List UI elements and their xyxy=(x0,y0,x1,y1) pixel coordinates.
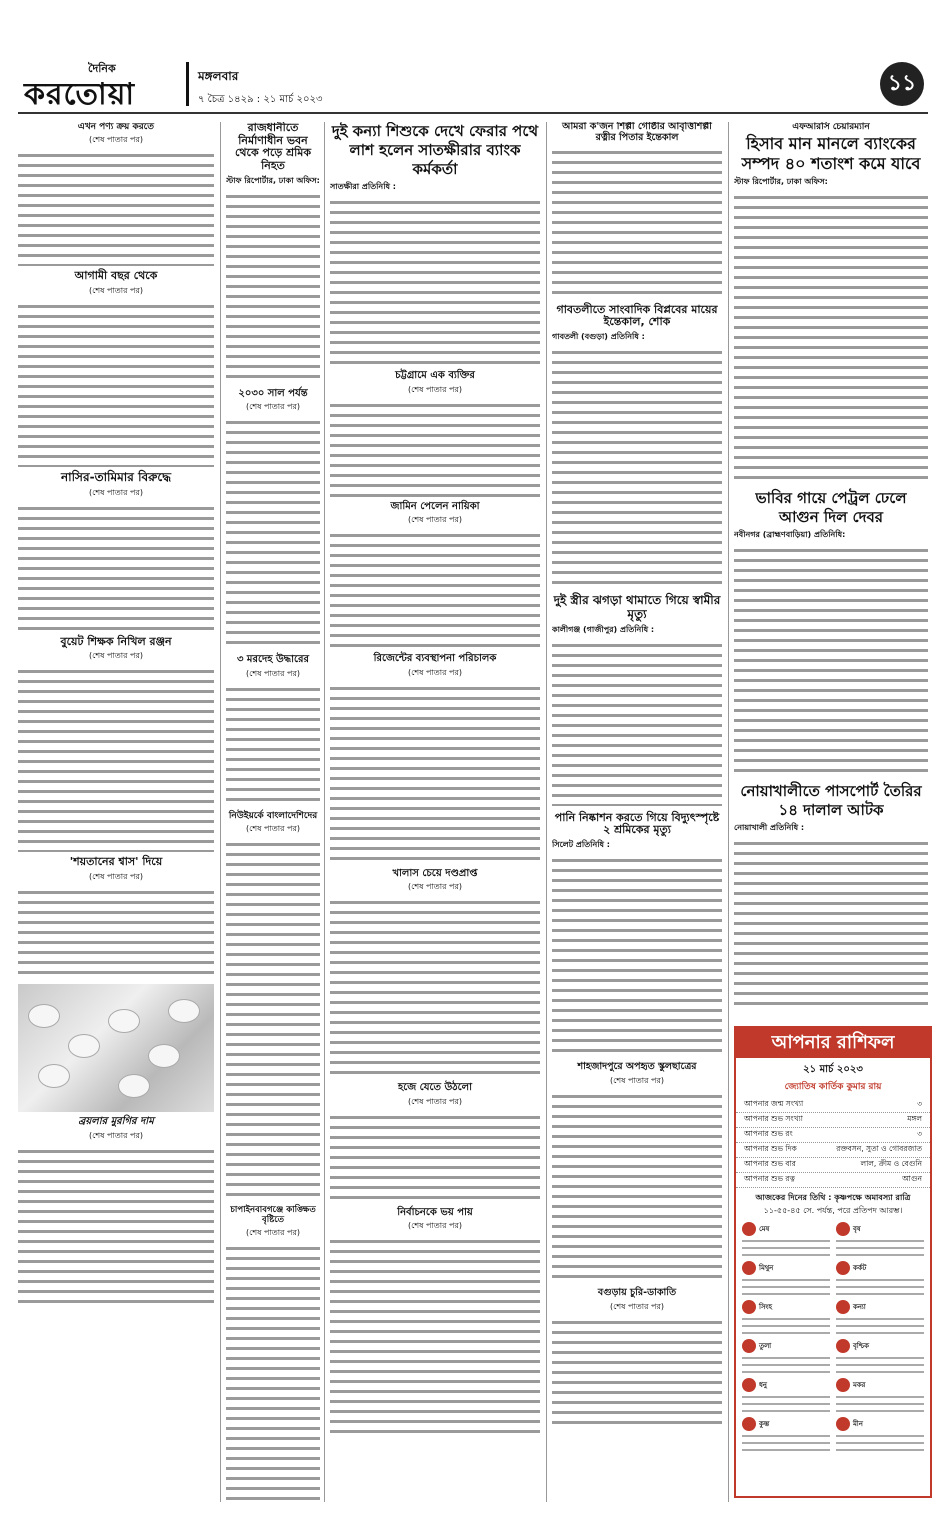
column-2 xyxy=(226,122,320,1502)
column-divider xyxy=(728,122,729,1502)
zodiac-sign xyxy=(742,1222,830,1258)
zodiac-sign xyxy=(836,1339,924,1375)
continued-label: (শেষ পাতার পর) xyxy=(609,1301,665,1311)
zodiac-sign xyxy=(836,1261,924,1297)
story-headline: ভাবির গায়ে পেট্রল ঢেলে আগুন দিল দেবর xyxy=(755,489,907,527)
tithi-line: আজকের দিনের তিথি : কৃষ্ণপক্ষে অমাবস্যা রাত্রি xyxy=(755,1193,911,1202)
horoscope-row xyxy=(736,1113,930,1128)
story-body xyxy=(226,192,320,382)
column-divider xyxy=(324,122,325,1502)
story-byline: সিলেট প্রতিনিধি : xyxy=(552,840,610,849)
tithi-time: ১১-৫৫-৪৫ সে. পর্যন্ত, পরে প্রতিপদ আরম্ভ। xyxy=(763,1206,903,1215)
story-body xyxy=(330,898,540,1078)
story-headline: জামিন পেলেন নায়িকা xyxy=(390,500,480,512)
row-label: আপনার শুভ দিক xyxy=(744,1144,797,1153)
lead-headline: দুই কন্যা শিশুকে দেখে ফেরার পথে লাশ হলেন সাতক্ষীরার ব্যাংক কর্মকর্তা xyxy=(331,122,539,178)
story-byline: নোয়াখালী প্রতিনিধি : xyxy=(734,823,805,833)
horoscope-row xyxy=(736,1098,930,1113)
story-body xyxy=(734,839,928,1009)
story-body xyxy=(226,840,320,1200)
horoscope-table xyxy=(736,1098,930,1188)
continued-label: (শেষ পাতার পর) xyxy=(245,1228,301,1238)
story-body xyxy=(330,1113,540,1203)
story-headline: রাজধানীতে নির্মাণাধীন ভবন থেকে পড়ে শ্রমিক নিহত xyxy=(234,122,312,172)
zodiac-name: মকর xyxy=(853,1381,866,1389)
zodiac-name: বৃষ xyxy=(853,1225,861,1233)
zodiac-name: কন্যা xyxy=(853,1303,866,1311)
story-body xyxy=(734,546,928,776)
zodiac-icon xyxy=(836,1378,850,1392)
issue-day: মঙ্গলবার xyxy=(198,69,239,83)
continued-label: (শেষ পাতার পর) xyxy=(245,823,301,833)
row-value: লাল, ক্রীম ও বেগুনি xyxy=(860,1159,922,1168)
continued-label: (শেষ পাতার পর) xyxy=(88,135,144,145)
horoscope-title: আপনার রাশিফল xyxy=(736,1028,930,1058)
zodiac-sign xyxy=(836,1417,924,1453)
chicken-farm-photo xyxy=(18,984,214,1112)
zodiac-icon xyxy=(836,1261,850,1275)
horoscope-box xyxy=(734,1026,932,1498)
story-headline: পানি নিষ্কাশন করতে গিয়ে বিদ্যুৎস্পৃষ্টে ২ শ্রমিকের মৃত্যু xyxy=(554,810,720,837)
brand-small: দৈনিক xyxy=(88,62,116,75)
story-headline: 'শয়তানের শ্বাস' দিয়ে xyxy=(69,855,163,869)
horoscope-row xyxy=(736,1173,930,1188)
row-value: ৩ xyxy=(917,1129,922,1138)
story-byline: স্টাফ রিপোর্টার, ঢাকা অফিস: xyxy=(226,175,320,185)
horoscope-row xyxy=(736,1128,930,1143)
story-headline: বুয়েট শিক্ষক নিখিল রঞ্জন xyxy=(60,634,172,648)
story-headline: দুই স্ত্রীর ঝগড়া থামাতে গিয়ে স্বামীর মৃত্যু xyxy=(553,593,721,621)
column-1 xyxy=(18,122,214,1502)
masthead xyxy=(18,62,928,110)
zodiac-sign xyxy=(742,1378,830,1414)
zodiac-icon xyxy=(742,1261,756,1275)
story-body xyxy=(18,151,214,266)
continued-label: (শেষ পাতার পর) xyxy=(88,487,144,497)
story-body xyxy=(552,856,722,1056)
story-body xyxy=(330,1237,540,1437)
zodiac-icon xyxy=(742,1300,756,1314)
story-body xyxy=(552,348,722,588)
zodiac-icon xyxy=(742,1339,756,1353)
column-3 xyxy=(330,122,540,1502)
continued-label: (শেষ পাতার পর) xyxy=(88,872,144,882)
story-headline: রিজেন্টের ব্যবস্থাপনা পরিচালক xyxy=(373,653,497,664)
story-headline: আগামী বছর থেকে xyxy=(74,269,158,283)
story-headline: শাহজাদপুরে অপহৃত স্কুলছাত্রের xyxy=(577,1061,697,1072)
zodiac-name: মিথুন xyxy=(759,1264,774,1272)
row-value: আগুন xyxy=(902,1174,922,1183)
story-headline: ৩ মরদেহ উদ্ধারের xyxy=(236,654,310,666)
page-number: ১১ xyxy=(880,62,924,106)
zodiac-name: কুম্ভ xyxy=(759,1420,770,1428)
zodiac-icon xyxy=(836,1300,850,1314)
story-headline: বগুড়ায় চুরি-ডাকাতি xyxy=(597,1286,677,1298)
zodiac-icon xyxy=(836,1222,850,1236)
story-byline: স্টাফ রিপোর্টার, ঢাকা অফিস: xyxy=(734,177,828,187)
story-body xyxy=(226,1244,320,1502)
zodiac-name: বৃশ্চিক xyxy=(853,1342,869,1350)
row-label: আপনার শুভ রত্ন xyxy=(744,1174,796,1183)
continued-label: (শেষ পাতার পর) xyxy=(245,668,301,678)
zodiac-name: মীন xyxy=(853,1420,863,1428)
zodiac-sign xyxy=(836,1378,924,1414)
row-label: আপনার জন্ম সংখ্যা xyxy=(744,1099,804,1108)
story-byline: কালীগঞ্জ (গাজীপুর) প্রতিনিধি : xyxy=(552,624,655,634)
story-headline: নাসির-তামিমার বিরুদ্ধে xyxy=(60,469,172,484)
story-body xyxy=(330,401,540,497)
horoscope-row xyxy=(736,1143,930,1158)
zodiac-icon xyxy=(836,1339,850,1353)
photo-caption: ব্রয়লার মুরগির দাম xyxy=(78,1116,154,1128)
zodiac-sign xyxy=(742,1261,830,1297)
horoscope-date: ২১ মার্চ ২০২৩ xyxy=(803,1064,863,1075)
continued-label: (শেষ পাতার পর) xyxy=(88,1130,144,1140)
continued-label: (শেষ পাতার পর) xyxy=(245,402,301,412)
zodiac-sign xyxy=(742,1300,830,1336)
story-body xyxy=(330,531,540,649)
masthead-rule xyxy=(18,112,928,114)
zodiac-icon xyxy=(836,1417,850,1431)
story-headline: নোয়াখালীতে পাসপোর্ট তৈরির ১৪ দালাল আটক xyxy=(740,782,922,820)
story-byline: গাবতলী (বগুড়া) প্রতিনিধি : xyxy=(552,332,645,342)
continued-label: (শেষ পাতার পর) xyxy=(407,882,463,891)
zodiac-name: কর্কট xyxy=(853,1264,867,1272)
story-body xyxy=(18,888,214,980)
story-headline: হিসাব মান মানলে ব্যাংকের সম্পদ ৪০ শতাংশ কমে যাবে xyxy=(741,134,921,174)
zodiac-name: ধনু xyxy=(759,1381,767,1389)
story-body xyxy=(18,504,214,632)
zodiac-name: মেষ xyxy=(759,1225,770,1233)
story-body xyxy=(552,1092,722,1282)
continued-label: (শেষ পাতার পর) xyxy=(407,1096,463,1106)
zodiac-sign xyxy=(836,1300,924,1336)
zodiac-name: সিংহ xyxy=(759,1303,772,1311)
column-4 xyxy=(552,122,722,1502)
issue-date: ৭ চৈত্র ১৪২৯ : ২১ মার্চ ২০২৩ xyxy=(198,94,323,105)
story-body xyxy=(226,685,320,805)
brand-logo: করতোয়া xyxy=(24,77,136,112)
masthead-divider xyxy=(186,62,189,106)
story-body xyxy=(330,684,540,864)
story-headline: ২০৩০ সাল পর্যন্ত xyxy=(238,387,308,399)
zodiac-grid xyxy=(736,1218,930,1457)
story-body xyxy=(552,641,722,806)
row-label: আপনার শুভ সংখ্যা xyxy=(744,1114,803,1123)
zodiac-icon xyxy=(742,1417,756,1431)
story-byline: নবীনগর (ব্রাহ্মণবাড়িয়া) প্রতিনিধি: xyxy=(734,530,846,540)
zodiac-icon xyxy=(742,1378,756,1392)
story-headline: নির্বাচনকে ভয় পায় xyxy=(397,1206,473,1218)
row-value: রক্তবসন, সুতা ও গোবরজাত xyxy=(836,1144,922,1153)
story-headline: আমরা ক'জন শিল্পী গোষ্ঠীর আবৃত্তিশিল্পী রত্নীর পিতার ইন্তেকাল xyxy=(562,122,712,143)
story-body xyxy=(552,1318,722,1428)
story-headline: গাবতলীতে সাংবাদিক বিপ্লবের মায়ের ইন্তেকাল, শোক xyxy=(556,302,718,329)
story-headline: হজে যেতে উঠলো xyxy=(397,1082,473,1093)
continued-label: (শেষ পাতার পর) xyxy=(407,1221,463,1230)
story-body xyxy=(552,148,722,298)
zodiac-icon xyxy=(742,1222,756,1236)
column-divider xyxy=(546,122,547,1502)
row-label: আপনার শুভ বার xyxy=(744,1159,796,1168)
continued-label: (শেষ পাতার পর) xyxy=(407,515,463,524)
story-body xyxy=(18,302,214,467)
story-body xyxy=(226,418,320,648)
column-5 xyxy=(734,122,928,1017)
row-value: ৩ xyxy=(917,1099,922,1108)
story-body xyxy=(18,1147,214,1307)
story-byline: সাতক্ষীরা প্রতিনিধি : xyxy=(330,182,396,191)
story-kicker: এফআরসি চেয়ারম্যান xyxy=(792,122,870,132)
zodiac-sign xyxy=(836,1222,924,1258)
continued-label: (শেষ পাতার পর) xyxy=(407,667,463,677)
story-body xyxy=(330,198,540,366)
horoscope-row xyxy=(736,1158,930,1173)
story-headline: খালাস চেয়ে দণ্ডপ্রাপ্ত xyxy=(392,867,478,879)
zodiac-name: তুলা xyxy=(759,1342,772,1350)
story-headline: এখন পণ্য ক্রয় করতে xyxy=(77,122,155,132)
story-headline: চাপাইনবাবগঞ্জে কাঙ্ক্ষিত বৃষ্টিতে xyxy=(230,1204,316,1225)
column-divider xyxy=(220,122,221,1502)
continued-label: (শেষ পাতার পর) xyxy=(88,651,144,661)
row-value: মঙ্গল xyxy=(907,1114,922,1123)
horoscope-author: জ্যোতিষ কার্তিক কুমার রায় xyxy=(784,1082,882,1092)
continued-label: (শেষ পাতার পর) xyxy=(407,384,463,394)
continued-label: (শেষ পাতার পর) xyxy=(88,285,144,295)
story-body xyxy=(18,667,214,852)
continued-label: (শেষ পাতার পর) xyxy=(609,1075,665,1085)
row-label: আপনার শুভ রং xyxy=(744,1129,793,1138)
zodiac-sign xyxy=(742,1417,830,1453)
story-headline: নিউইয়র্কে বাংলাদেশিদের xyxy=(228,810,318,821)
story-body xyxy=(734,193,928,483)
story-headline: চট্টগ্রামে এক ব্যক্তির xyxy=(395,370,475,381)
zodiac-sign xyxy=(742,1339,830,1375)
